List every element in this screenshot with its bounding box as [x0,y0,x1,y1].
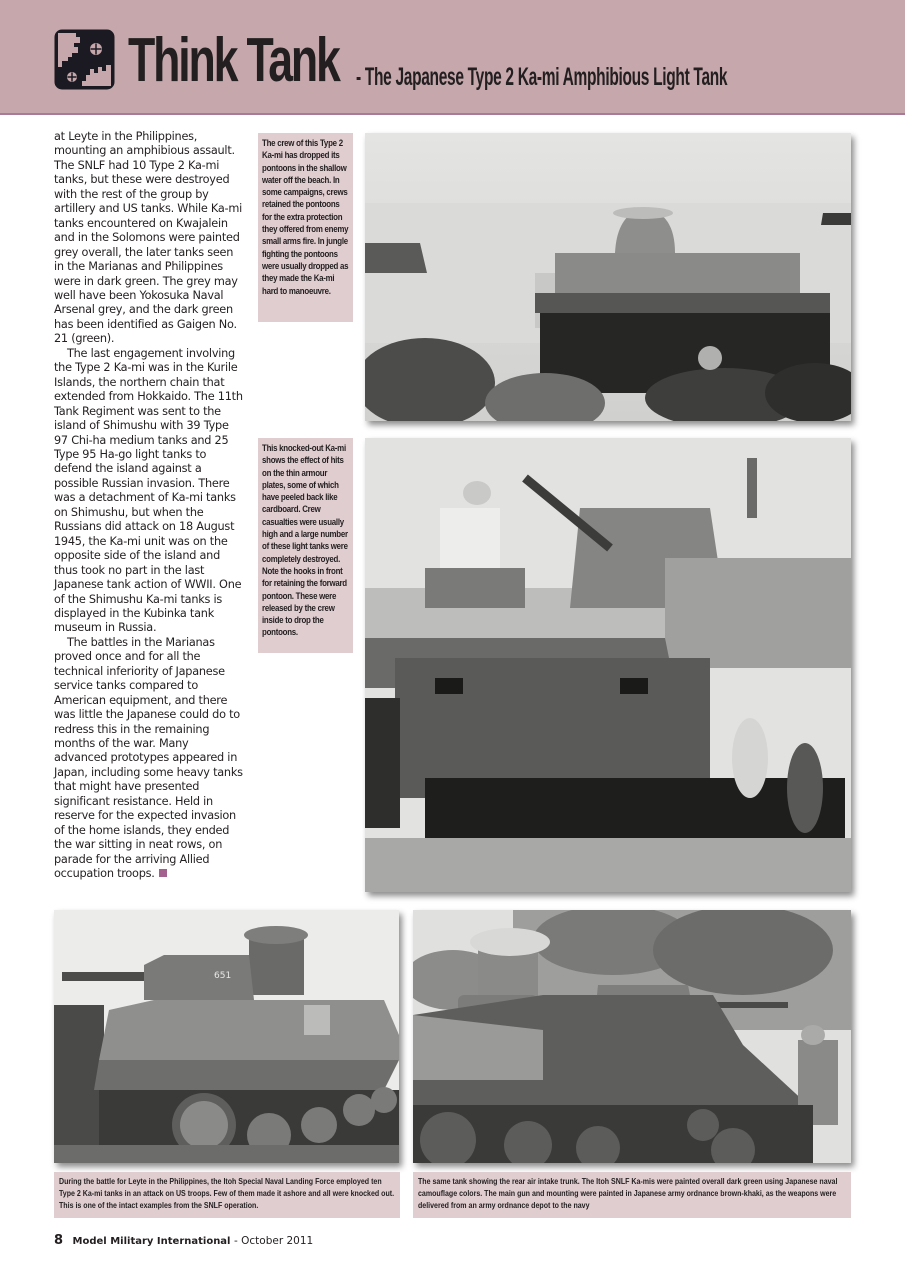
page-header [0,0,905,115]
caption-text: During the battle for Leyte in the Philippines, the Itoh Special Naval Landing Force employed ten Type 2 Ka-mi tanks in an attack on US troops. Few of them made it ashore and all were knocked out. This is one of the intact examples from the SNLF operation. [59,1176,395,1210]
photo-ka-mi-rear-intake [413,910,851,1163]
page-footer [54,1234,313,1249]
issue-date: - October 2011 [234,1235,314,1247]
photo-caption-4 [413,1172,851,1218]
caption-text: This knocked-out Ka-mi shows the effect of hits on the thin armour plates, some of which have peeled back like cardboard. Crew casualties were usually high and a large number of these light tanks were completely destroyed. Note the hooks in front for retaining the forward pontoon. These were released by the crew inside to drop the pontoons. [262,443,348,638]
photo-caption-1 [258,133,353,322]
article-paragraph: at Leyte in the Philippines, mounting an amphibious assault. The SNLF had 10 Type 2 Ka-mi tanks, but these were destroyed with the rest of the group by artillery and US tanks. While Ka-mi tanks encountered on Kwajalein and in the Solomons were painted grey overall, the later tanks seen in the Marianas and Philippines were in dark green. The grey may well have been Yokosuka Naval Arsenal grey, and the dark green has been identified as Gaigen No. 21 (green). [54,130,243,346]
page-title: Think Tank [128,26,339,95]
caption-text: The same tank showing the rear air intake trunk. The Itoh SNLF Ka-mis were painted overall dark green using Japanese naval camouflage colors. The main gun and mounting were painted in Japanese army ordnance brown-khaki, as the weapons were delivered from an army ordnance depot to the navy [418,1176,838,1210]
page-number: 8 [54,1233,64,1248]
end-of-article-mark [159,869,167,877]
photo-caption-2 [258,438,353,653]
photo-caption-3 [54,1172,400,1218]
photo-knocked-out-ka-mi [365,438,851,892]
article-body [54,130,244,882]
photo-intact-ka-mi [54,910,399,1163]
article-paragraph-text: The battles in the Marianas proved once and for all the technical inferiority of Japanese service tanks compared to American equipment, and there was little the Japanese could do to redress this in the remaining months of the war. Many advanced prototypes appeared in Japan, including some heavy tanks that might have presented significant resistance. Held in reserve for the expected invasion of the home islands, they ended the war sitting in neat rows, on parade for the arriving Allied occupation troops. [54,635,243,881]
svg-text:651: 651 [214,971,232,981]
article-paragraph: The last engagement involving the Type 2 Ka-mi was in the Kurile Islands, the northern chain that extended from Hokkaido. The 11th Tank Regiment was sent to the island of Shimushu with 39 Type 97 Chi-ha medium tanks and 25 Type 95 Ha-go light tanks to defend the island against a possible Russian invasion. There was a detachment of Ka-mi tanks on Shimushu, but when the Russians did attack on 18 August 1945, the Ka-mi unit was on the opposite side of the island and thus took no part in the last Japanese tank action of WWII. One of the Shimushu Ka-mi tanks is displayed in the Kubinka tank museum in Russia. [54,346,243,635]
photo-ka-mi-in-water [365,133,851,421]
caption-text: The crew of this Type 2 Ka-mi has dropped its pontoons in the shallow water off the beach. In some campaigns, crews retained the pontoons for the extra protection they offered from enemy small arms fire. In jungle fighting the pontoons were usually dropped as they made the Ka-mi hard to manoeuvre. [262,138,349,296]
gears-icon [54,29,115,90]
article-paragraph [54,636,244,882]
magazine-name: Model Military International [72,1236,231,1247]
page-subtitle: - The Japanese Type 2 Ka-mi Amphibious Light Tank [356,63,728,91]
